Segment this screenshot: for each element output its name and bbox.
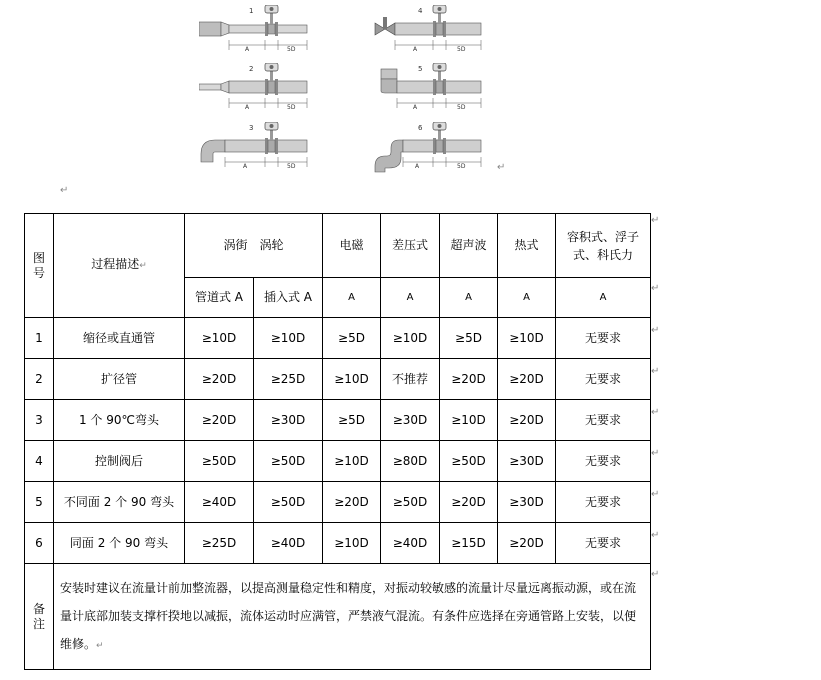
upstream-length-label: A: [245, 46, 250, 53]
header-row: [25, 214, 651, 278]
diagram-panel-3: [199, 122, 309, 174]
row-process-description: 扩径管: [54, 359, 185, 400]
cell-differential-pressure: ≥30D: [381, 400, 440, 441]
row-figure-no: 6: [25, 523, 54, 564]
row-process-description: 不同面 2 个 90 弯头: [54, 482, 185, 523]
row-figure-no: 5: [25, 482, 54, 523]
diagram-panel-5: [373, 63, 483, 115]
table-row: [25, 441, 651, 482]
cell-ultrasonic: ≥15D: [440, 523, 498, 564]
downstream-length-label: 5D: [457, 163, 466, 170]
paragraph-mark: ↵: [96, 640, 104, 651]
cell-electromagnetic: ≥5D: [323, 400, 381, 441]
table-row: [25, 400, 651, 441]
header-ultrasonic: 超声波: [440, 214, 498, 278]
cell-insertion-type: ≥10D: [254, 318, 323, 359]
cell-insertion-type: ≥50D: [254, 482, 323, 523]
row-process-description: 缩径或直通管: [54, 318, 185, 359]
note-row: [25, 564, 651, 670]
table-row: [25, 318, 651, 359]
cell-insertion-type: ≥50D: [254, 441, 323, 482]
cell-ultrasonic: ≥20D: [440, 482, 498, 523]
diagram-panel-1: [199, 5, 309, 57]
header-process-description-text: 过程描述: [91, 257, 140, 271]
cell-other: 无要求: [556, 359, 651, 400]
valve-pipe-drawing: [373, 5, 483, 57]
downstream-length-label: 5D: [457, 46, 466, 53]
cell-other: 无要求: [556, 318, 651, 359]
subheader-a: A: [498, 278, 556, 318]
cell-electromagnetic: ≥20D: [323, 482, 381, 523]
row-figure-no: 3: [25, 400, 54, 441]
cell-thermal: ≥20D: [498, 400, 556, 441]
upstream-length-label: A: [413, 46, 418, 53]
row-figure-no: 1: [25, 318, 54, 359]
cell-insertion-type: ≥25D: [254, 359, 323, 400]
subheader-a: A: [556, 278, 651, 318]
cell-other: 无要求: [556, 441, 651, 482]
downstream-length-label: 5D: [287, 104, 296, 111]
paragraph-mark: ↵: [651, 283, 660, 294]
cell-differential-pressure: ≥10D: [381, 318, 440, 359]
cell-differential-pressure: 不推荐: [381, 359, 440, 400]
cell-pipe-type: ≥40D: [185, 482, 254, 523]
paragraph-mark: ↵: [651, 407, 660, 418]
cell-pipe-type: ≥20D: [185, 400, 254, 441]
downstream-length-label: 5D: [287, 163, 296, 170]
diagram-panel-6: [373, 122, 483, 174]
upstream-length-label: A: [413, 104, 418, 111]
header-vortex-turbine: 涡街 涡轮: [185, 214, 323, 278]
cell-pipe-type: ≥20D: [185, 359, 254, 400]
cell-other: 无要求: [556, 400, 651, 441]
cell-thermal: ≥20D: [498, 523, 556, 564]
header-volumetric-float-coriolis: 容积式、浮子式、科氏力: [556, 214, 651, 278]
paragraph-mark: ↵: [651, 489, 660, 500]
paragraph-mark: ↵: [497, 162, 506, 173]
header-electromagnetic: 电磁: [323, 214, 381, 278]
note-text-content: 安装时建议在流量计前加整流器，以提高测量稳定性和精度，对振动较敏感的流量计尽量远离振动源，或在流量计底部加装支撑杆揆地以减振，流体运动时应满管，严禁液气混流。有条件应选择在旁通管路上安装，以便维修。: [60, 580, 637, 651]
diagram-number: 4: [418, 7, 423, 15]
cell-differential-pressure: ≥80D: [381, 441, 440, 482]
row-figure-no: 4: [25, 441, 54, 482]
row-process-description: 1 个 90℃弯头: [54, 400, 185, 441]
cell-pipe-type: ≥50D: [185, 441, 254, 482]
cell-ultrasonic: ≥20D: [440, 359, 498, 400]
cell-electromagnetic: ≥5D: [323, 318, 381, 359]
diagram-panel-4: [373, 5, 483, 57]
cell-insertion-type: ≥30D: [254, 400, 323, 441]
cell-pipe-type: ≥25D: [185, 523, 254, 564]
cell-thermal: ≥30D: [498, 441, 556, 482]
cell-insertion-type: ≥40D: [254, 523, 323, 564]
cell-thermal: ≥30D: [498, 482, 556, 523]
cell-electromagnetic: ≥10D: [323, 523, 381, 564]
header-process-description: [54, 214, 185, 318]
table-row: [25, 359, 651, 400]
paragraph-mark: ↵: [651, 325, 660, 336]
cell-ultrasonic: ≥5D: [440, 318, 498, 359]
row-process-description: 控制阀后: [54, 441, 185, 482]
cell-pipe-type: ≥10D: [185, 318, 254, 359]
header-figure-no: 图号: [25, 214, 54, 318]
row-process-description: 同面 2 个 90 弯头: [54, 523, 185, 564]
paragraph-mark: ↵: [651, 366, 660, 377]
subheader-a: A: [323, 278, 381, 318]
header-differential-pressure: 差压式: [381, 214, 440, 278]
cell-ultrasonic: ≥10D: [440, 400, 498, 441]
table-row: [25, 523, 651, 564]
downstream-length-label: 5D: [287, 46, 296, 53]
paragraph-mark: ↵: [139, 261, 147, 271]
installation-diagrams: [187, 0, 495, 176]
straight-pipe-requirements-table: [24, 213, 651, 670]
cell-thermal: ≥10D: [498, 318, 556, 359]
diagram-panel-2: [199, 63, 309, 115]
cell-other: 无要求: [556, 523, 651, 564]
subheader-insertion-type: 插入式 A: [254, 278, 323, 318]
diagram-number: 6: [418, 124, 423, 132]
cell-electromagnetic: ≥10D: [323, 359, 381, 400]
paragraph-mark: ↵: [651, 215, 660, 226]
paragraph-mark: ↵: [651, 530, 660, 541]
note-text: [54, 564, 651, 670]
diagram-number: 2: [249, 65, 254, 73]
row-figure-no: 2: [25, 359, 54, 400]
note-label: 备注: [25, 564, 54, 670]
subheader-pipe-type: 管道式 A: [185, 278, 254, 318]
diagram-number: 3: [249, 124, 254, 132]
header-thermal: 热式: [498, 214, 556, 278]
cell-differential-pressure: ≥40D: [381, 523, 440, 564]
double-elbow-plane-drawing: [373, 122, 483, 174]
upstream-length-label: A: [415, 163, 420, 170]
table-row: [25, 482, 651, 523]
paragraph-mark: ↵: [651, 448, 660, 459]
upstream-length-label: A: [243, 163, 248, 170]
cell-other: 无要求: [556, 482, 651, 523]
paragraph-mark: ↵: [60, 185, 69, 196]
subheader-a: A: [440, 278, 498, 318]
downstream-length-label: 5D: [457, 104, 466, 111]
double-elbow-3d-drawing: [373, 63, 483, 115]
cell-differential-pressure: ≥50D: [381, 482, 440, 523]
cell-thermal: ≥20D: [498, 359, 556, 400]
subheader-a: A: [381, 278, 440, 318]
diagram-number: 5: [418, 65, 423, 73]
cell-ultrasonic: ≥50D: [440, 441, 498, 482]
paragraph-mark: ↵: [651, 569, 660, 580]
cell-electromagnetic: ≥10D: [323, 441, 381, 482]
diagram-number: 1: [249, 7, 254, 15]
upstream-length-label: A: [245, 104, 250, 111]
